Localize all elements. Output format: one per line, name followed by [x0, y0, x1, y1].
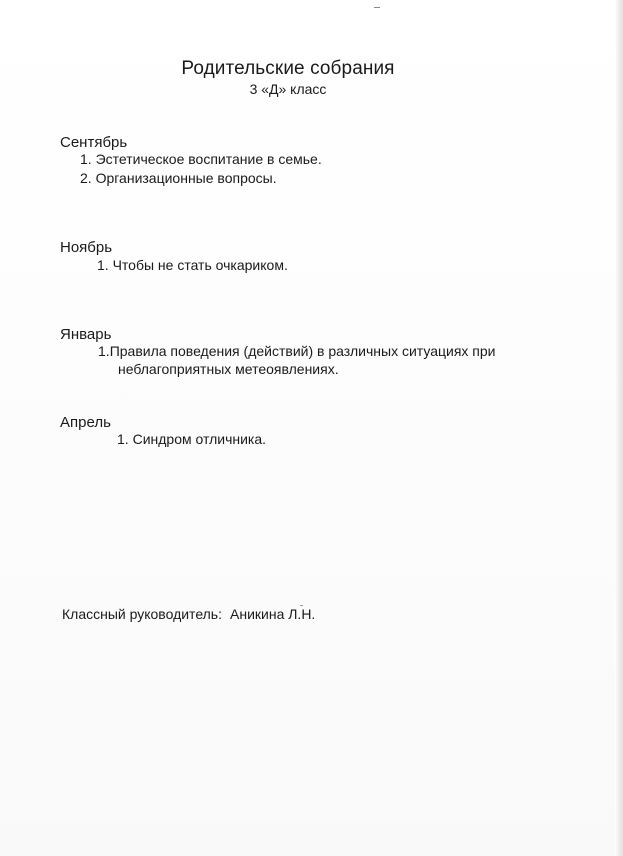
list-item: [117, 431, 266, 447]
section-month-november: Ноябрь: [60, 239, 113, 256]
scan-edge-shadow: [615, 0, 623, 856]
item-number: 1.: [80, 151, 92, 167]
list-item-continuation: неблагоприятных метеоявлениях.: [118, 361, 339, 377]
item-number: 1.: [117, 431, 129, 447]
item-text: Синдром отличника.: [132, 431, 267, 447]
item-text: Организационные вопросы.: [95, 170, 277, 186]
section-month-january: Январь: [60, 326, 112, 343]
footer-label: Классный руководитель:: [62, 606, 222, 622]
signature-line: [62, 606, 315, 622]
item-text: Правила поведения (действий) в различных ситуациях при: [109, 343, 496, 359]
page-subtitle: 3 «Д» класс: [249, 81, 327, 97]
scan-speck: [374, 7, 380, 8]
item-text: Чтобы не стать очкариком.: [112, 257, 288, 273]
list-item: [97, 257, 288, 273]
item-number: 1.: [97, 257, 109, 273]
list-item: [98, 343, 496, 359]
section-month-september: Сентябрь: [60, 134, 128, 151]
teacher-name: Аникина Л.Н.: [230, 606, 316, 622]
page-title: Родительские собрания: [181, 58, 395, 79]
item-number: 1.: [98, 343, 110, 359]
section-month-april: Апрель: [60, 414, 111, 431]
list-item: [80, 151, 322, 167]
item-number: 2.: [80, 170, 92, 186]
list-item: [80, 170, 277, 186]
item-text: Эстетическое воспитание в семье.: [95, 151, 322, 167]
